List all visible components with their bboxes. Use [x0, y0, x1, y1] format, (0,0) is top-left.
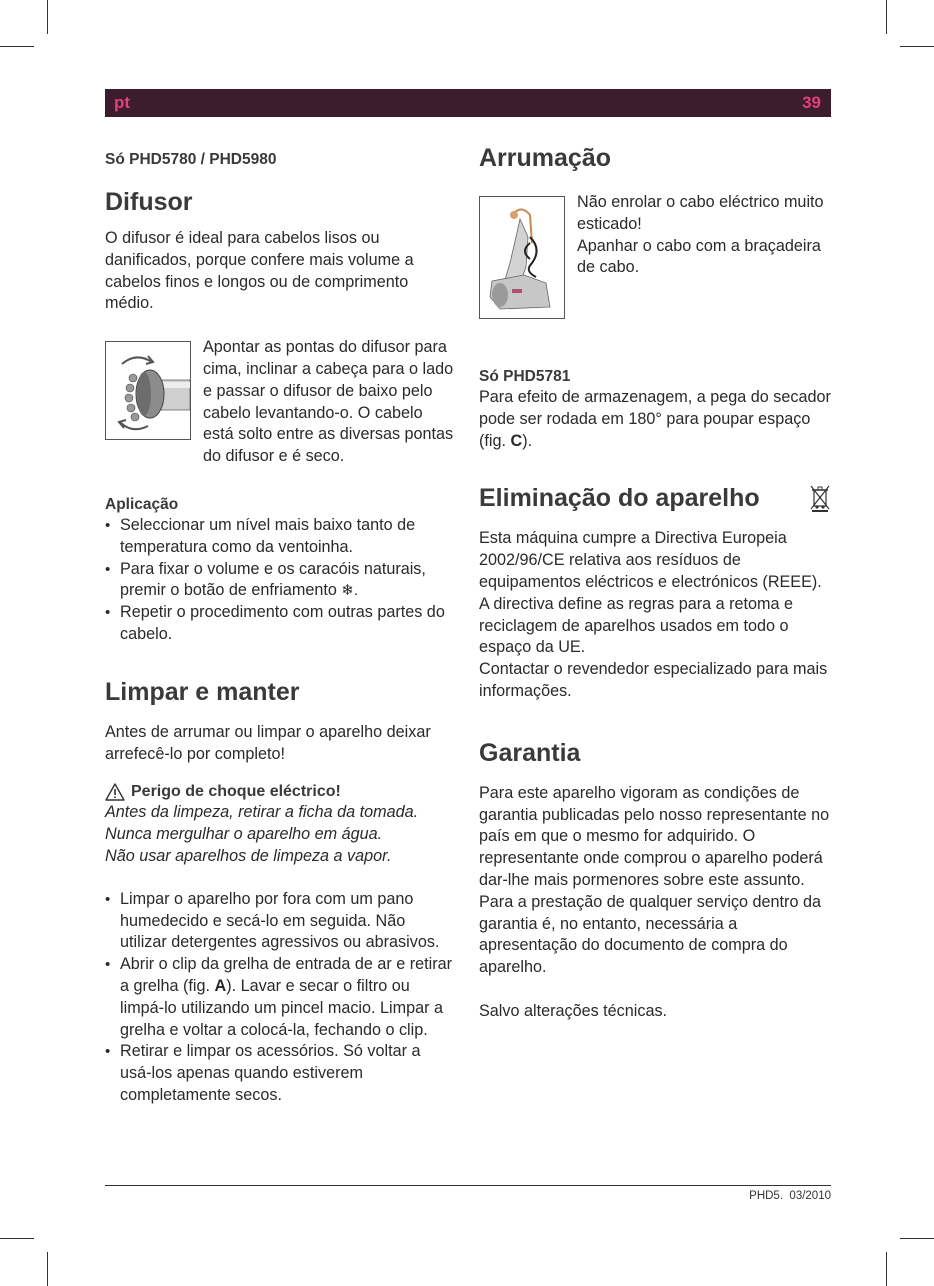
page-header: [105, 89, 831, 117]
crop-mark: [900, 1238, 934, 1239]
crop-mark: [886, 0, 887, 34]
arrumacao-figure-text-1: Não enrolar o cabo eléctrico muito esticado!: [577, 193, 824, 233]
footer-divider: [105, 1185, 831, 1186]
crop-mark: [47, 0, 48, 34]
subheading-aplicacao: Aplicação: [105, 495, 179, 513]
limpar-list: [105, 889, 455, 1107]
section-title-arrumacao: Arrumação: [479, 144, 611, 172]
footer-date: 03/2010: [789, 1190, 831, 1202]
arrumacao-text-b: ).: [522, 431, 533, 450]
language-code: pt: [114, 93, 131, 112]
aplicacao-list: [105, 515, 455, 646]
eliminacao-paragraph-2: Contactar o revendedor especializado para mais informações.: [479, 660, 828, 700]
section-title-eliminacao: Eliminação do aparelho: [479, 484, 760, 513]
difusor-figure-text: Apontar as pontas do difusor para cima, inclinar a cabeça para o lado e passar o difusor de baixo pelo cabelo levantando-o. O cabelo está solto entre as diversas pontas do difusor e é seco.: [203, 338, 454, 466]
crop-mark: [900, 46, 934, 47]
list-item-text: Abrir o clip da grelha de entrada de ar e retirar a grelha (fig.: [120, 955, 453, 995]
crop-mark: [0, 46, 34, 47]
cool-shot-icon: ❄.: [341, 582, 359, 600]
warning-heading: [105, 782, 455, 802]
warning-icon: [105, 783, 125, 801]
right-column: [479, 142, 831, 1023]
list-item-text: ). Lavar e secar o filtro ou limpá-lo utilizando um pincel macio. Limpar a grelha e voltar a colocá-la, fechando o clip.: [120, 976, 443, 1039]
warning-line: Não usar aparelhos de limpeza a vapor.: [105, 846, 392, 865]
arrumacao-text: [479, 387, 831, 452]
list-item-text: Para fixar o volume e os caracóis naturais, premir o botão de enfriamento: [120, 559, 426, 600]
figure-ref: A: [214, 976, 227, 995]
difusor-intro: O difusor é ideal para cabelos lisos ou danificados, porque confere mais volume a cabelos finos e longos ou de comprimento médio.: [105, 229, 414, 313]
section-title-garantia: Garantia: [479, 738, 581, 767]
section-title-limpar: Limpar e manter: [105, 677, 300, 706]
weee-bin-icon: [809, 483, 831, 513]
left-column: [105, 150, 455, 1107]
hairdryer-cord-icon: [480, 197, 564, 318]
garantia-paragraph-1: Para este aparelho vigoram as condições de garantia publicadas pelo nosso representante no país em que o mesmo for adquirido. O representante onde comprou o aparelho poderá dar-lhe mais pormenores sobre este assunto. Para a prestação de qualquer serviço dentro da garantia é, no entanto, necessária a apresentação do documento de compra do aparelho.: [479, 783, 830, 977]
warning-line: Antes da limpeza, retirar a ficha da tomada.: [105, 803, 419, 822]
list-item: • Retirar e limpar os acessórios. Só voltar a usá-los apenas quando estiverem completamente secos.: [105, 1041, 455, 1106]
garantia-paragraph-2: Salvo alterações técnicas.: [479, 1001, 668, 1020]
arrumacao-figure-text-2: Apanhar o cabo com a braçadeira de cabo.: [577, 236, 821, 277]
limpar-intro: Antes de arrumar ou limpar o aparelho deixar arrefecê-lo por completo!: [105, 722, 431, 763]
warning-title: Perigo de choque eléctrico!: [131, 783, 341, 801]
footer-model: PHD5.: [749, 1190, 784, 1202]
model-note-phd5781: Só PHD5781: [479, 368, 571, 385]
diffuser-illustration: [105, 341, 191, 440]
storage-illustration: [479, 196, 565, 319]
list-item: • Limpar o aparelho por fora com um pano humedecido e secá-lo em seguida. Não utilizar detergentes agressivos ou abrasivos.: [105, 889, 455, 954]
list-item: • Seleccionar um nível mais baixo tanto de temperatura como da ventoinha.: [105, 515, 455, 559]
diffuser-icon: [106, 342, 190, 439]
list-item: • Repetir o procedimento com outras partes do cabelo.: [105, 602, 455, 646]
page-number: 39: [802, 93, 821, 112]
model-note: Só PHD5780 / PHD5980: [105, 151, 277, 168]
figure-ref: C: [510, 431, 523, 450]
crop-mark: [0, 1238, 34, 1239]
crop-mark: [47, 1252, 48, 1286]
arrumacao-text-a: Para efeito de armazenagem, a pega do secador pode ser rodada em 180° para poupar espaço (fig.: [479, 388, 831, 450]
warning-line: Nunca mergulhar o aparelho em água.: [105, 825, 383, 844]
list-item: [105, 559, 455, 603]
list-item: [105, 954, 455, 1041]
section-title-difusor: Difusor: [105, 188, 193, 216]
crop-mark: [886, 1252, 887, 1286]
page-footer: [749, 1190, 831, 1202]
eliminacao-paragraph-1: Esta máquina cumpre a Directiva Europeia 2002/96/CE relativa aos resíduos de equipamentos eléctricos e electrónicos (REEE). A directiva define as regras para a retoma e reciclagem de aparelhos usados em todo o espaço da UE.: [479, 529, 822, 657]
